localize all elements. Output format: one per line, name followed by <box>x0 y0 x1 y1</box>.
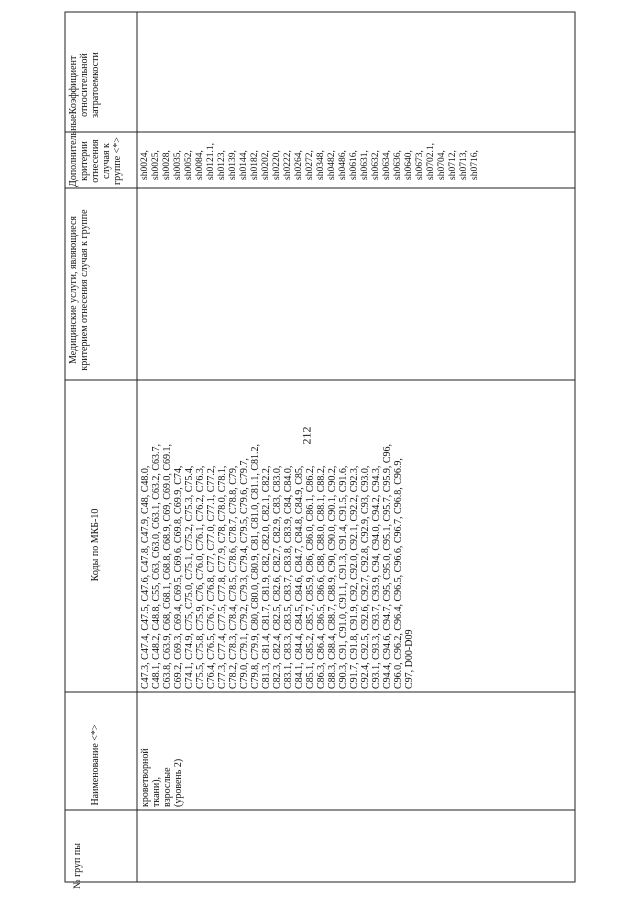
extra-line: sh0616, <box>349 150 359 180</box>
code-line: C92.4, C92.5, C92.6, C92.7, C92.8, C92.9, C93, C93.0, <box>360 465 371 689</box>
extra-line: sh0636, <box>393 150 403 180</box>
code-line: C88.3, C88.4, C88.7, C88.9, C90, C90.0, C90.1, C90.2, <box>327 465 338 689</box>
code-line: C83.1, C83.3, C83.5, C83.7, C83.8, C83.9, C84, C84.0, <box>283 465 294 689</box>
code-line: C77.3, C77.4, C77.5, C77.8, C77.9, C78, C78.0, C78.1, <box>217 465 228 689</box>
extra-line: sh0713, <box>459 150 469 180</box>
extra-line: sh0220, <box>272 150 282 180</box>
code-line: C91.7, C91.8, C91.9, C92, C92.0, C92.1, C92.2, C92.3, <box>349 465 360 689</box>
code-line: C47.3, C47.4, C47.5, C47.6, C47.8, C47.9, C48, C48.0, <box>140 465 151 689</box>
page-number: 212 <box>299 426 314 445</box>
code-line: C79.0, C79.1, C79.2, C79.3, C79.4, C79.5, C79.6, C79.7, <box>239 458 250 689</box>
code-line: C96.0, C96.2, C96.4, C96.5, C96.6, C96.7, C96.8, C96.9, <box>393 458 404 689</box>
extra-line: sh0716, <box>470 150 480 180</box>
extra-line: sh0052, <box>184 150 194 180</box>
header-codes: Коды по МКБ-10 <box>90 508 101 582</box>
extra-line: sh0640, <box>404 150 414 180</box>
extra-line: sh0084, <box>195 150 205 180</box>
code-line: C85.1, C85.2, C85.7, C85.9, C86, C86.0, C86.1, C86.2, <box>305 465 316 689</box>
extra-line: sh0222, <box>283 150 293 180</box>
code-line: C84.1, C84.4, C84.5, C84.6, C84.7, C84.8, C84.9, C85, <box>294 465 305 689</box>
header-num: № груп пы <box>72 843 83 889</box>
extra-line: sh0182, <box>250 150 260 180</box>
extra-line: sh0024, <box>140 150 150 180</box>
extra-line: sh0144, <box>239 150 249 180</box>
extra-line: sh0028, <box>162 150 172 180</box>
code-line: C90.3, C91, C91.0, C91.1, C91.3, C91.4, C91.5, C91.6, <box>338 465 349 689</box>
extra-line: sh0486, <box>338 150 348 180</box>
extra-line: sh0704, <box>437 150 447 180</box>
code-line: C86.3, C86.4, C86.5, C86.6, C88, C88.0, C88.1, C88.2, <box>316 465 327 689</box>
extra-line: sh0634, <box>382 150 392 180</box>
extra-line: sh0482, <box>327 150 337 180</box>
extra-line: sh0264, <box>294 150 304 180</box>
code-line: C79.8, C79.9, C80, C80.0, C80.9, C81, C81.0, C81.1, C81.2, <box>250 443 261 689</box>
extra-line: sh0035, <box>173 150 183 180</box>
extra-line: sh0702.1, <box>426 143 436 180</box>
header-name: Наименование <*> <box>90 724 101 806</box>
row-codes <box>140 389 415 689</box>
extra-line: sh0123, <box>217 150 227 180</box>
extra-line: sh0632, <box>371 150 381 180</box>
extra-line: sh0673, <box>415 150 425 180</box>
extra-line: sh0025, <box>151 150 161 180</box>
extra-line: sh0139, <box>228 150 238 180</box>
code-line: C81.3, C81.4, C81.7, C81.9, C82, C82.0, C82.1, C82.2, <box>261 465 272 689</box>
code-line: C69.2, C69.3, C69.4, C69.5, C69.6, C69.8, C69.9, C74, <box>173 465 184 689</box>
code-line: C78.2, C78.3, C78.4, C78.5, C78.6, C78.7, C78.8, C79, <box>228 465 239 689</box>
header-services: Медицинские услуги, являющиеся критерием отнесения случая к группе <box>68 209 90 371</box>
row-extra <box>140 124 481 180</box>
code-line: C74.1, C74.9, C75, C75.0, C75.1, C75.2, C75.3, C75.4, <box>184 465 195 689</box>
extra-line: sh0631, <box>360 150 370 180</box>
extra-line: sh0348, <box>316 150 326 180</box>
code-line: C94.4, C94.6, C94.7, C95, C95.0, C95.1, C95.7, C95.9, C96, <box>382 443 393 689</box>
extra-line: sh0202, <box>261 150 271 180</box>
code-line: C76.4, C76.5, C76.7, C76.8, C77, C77.0, C77.1, C77.2, <box>206 465 217 689</box>
name-line: взрослые (уровень 2) <box>162 758 184 807</box>
name-line: кроветворной ткани), <box>140 748 162 807</box>
extra-line: sh0121.1, <box>206 143 216 180</box>
code-line: C75.5, C75.8, C75.9, C76, C76.0, C76.1, C76.2, C76.3, <box>195 465 206 689</box>
row-name <box>140 748 184 807</box>
code-line: C82.3, C82.4, C82.5, C82.6, C82.7, C82.9, C83, C83.0, <box>272 465 283 689</box>
header-extra: Дополнительные критерии отнесения случая к группе <*> <box>68 114 123 187</box>
extra-line: sh0712, <box>448 150 458 180</box>
header-coef: Коэффициент относительной затратоемкости <box>68 52 101 118</box>
code-line: C48.1, C48.2, C48.8, C55, C63, C63.0, C63.1, C63.2, C63.7, <box>151 443 162 689</box>
code-line: C93.1, C93.3, C93.7, C93.9, C94, C94.0, C94.2, C94.3, <box>371 465 382 689</box>
extra-line: sh0272, <box>305 150 315 180</box>
code-line: C63.8, C63.9, C68, C68.1, C68.8, C68.9, C69, C69.0, C69.1, <box>162 443 173 689</box>
code-line: C97, D00-D09 <box>404 629 415 689</box>
